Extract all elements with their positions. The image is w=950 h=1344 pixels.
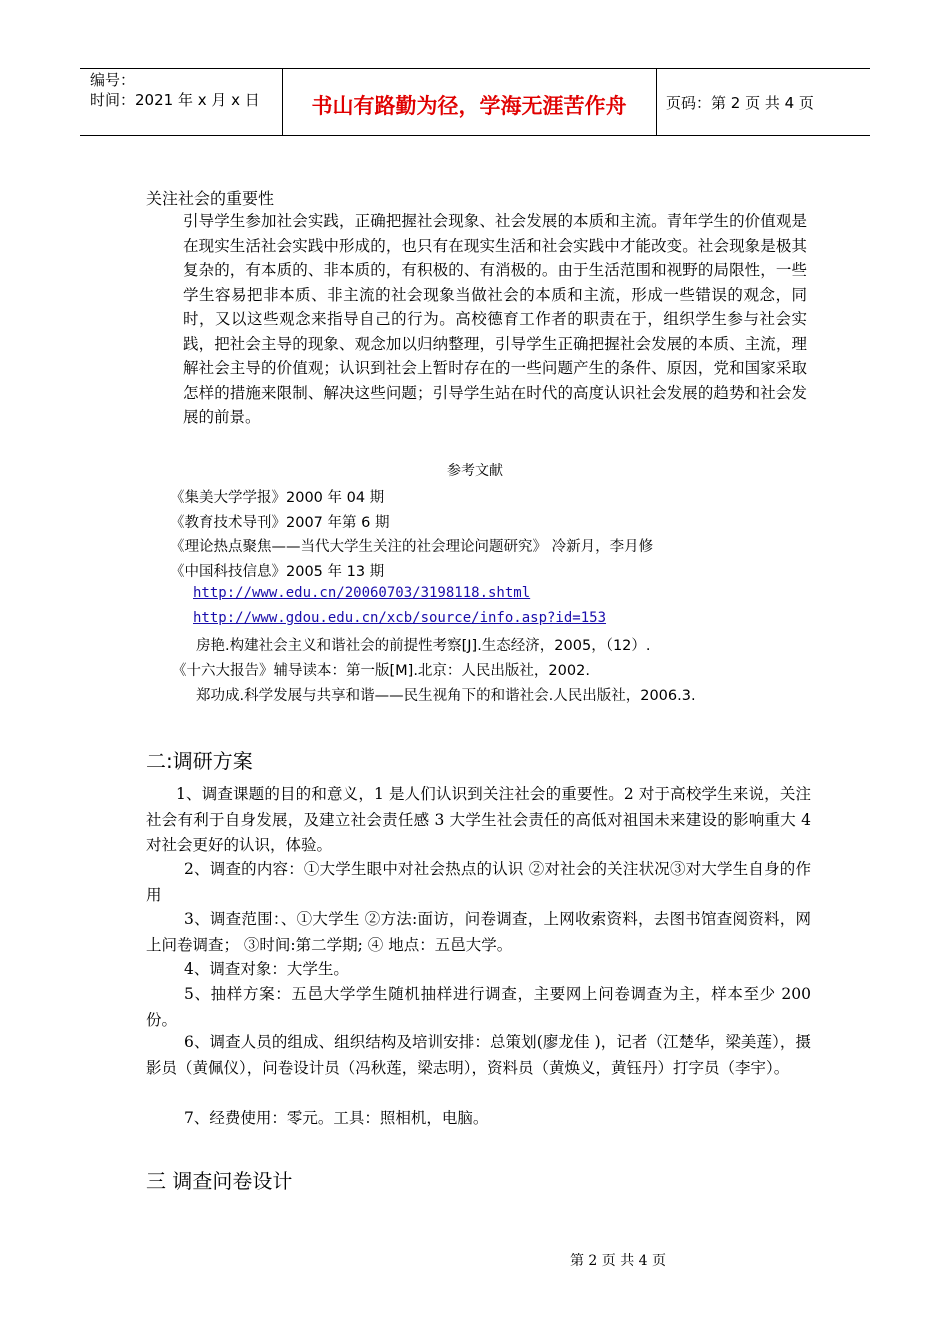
reference-item: 《中国科技信息》2005 年 13 期 [170,564,385,580]
plan-item: 2、调查的内容：①大学生眼中对社会热点的认识 ②对社会的关注状况③对大学生自身的作用 [146,860,811,904]
plan-item: 7、经费使用：零元。工具：照相机，电脑。 [184,1109,489,1127]
plan-item: 6、调查人员的组成、组织结构及培训安排：总策划(廖龙佳 )，记者（江楚华，梁美莲），摄影员（黄佩仪），问卷设计员（冯秋莲，梁志明），资料员（黄焕义，黄钰丹）打字员（李宇）。 [146,1033,811,1077]
header-meta [90,70,260,110]
header-page-info: 页码：第 2 页 共 4 页 [666,94,814,112]
plan-item: 4、调查对象：大学生。 [184,960,349,978]
header-top-border [80,68,870,69]
reference-item: 《理论热点聚焦——当代大学生关注的社会理论问题研究》 冷新月，李月修 [170,539,654,555]
reference-item: 房艳.构建社会主义和谐社会的前提性考察[J].生态经济，2005，（12）. [196,638,651,654]
references-heading: 参考文献 [447,463,503,479]
section-title-importance: 关注社会的重要性 [146,189,275,208]
header-divider-right [656,68,657,136]
reference-item: 《教育技术导刊》2007 年第 6 期 [170,515,390,531]
header-bottom-border [80,135,870,136]
page-footer: 第 2 页 共 4 页 [569,1253,667,1269]
date-label: 时间：2021 年 x 月 x 日 [90,91,260,109]
section-body-importance: 引导学生参加社会实践，正确把握社会现象、社会发展的本质和主流。青年学生的价值观是在现实生活社会实践中形成的，也只有在现实生活和社会实践中才能改变。社会现象是极其复杂的，有本质的、非本质的，有积极的、有消极的。由于生活范围和视野的局限性，一些学生容易把非本质、非主流的社会现象当做社会的本质和主流，形成一些错误的观念，同时，又以这些观念来指导自己的行为。高校德育工作者的职责在于，组织学生参与社会实践，把社会主导的现象、观念加以归纳整理，引导学生正确把握社会发展的本质、主流，理解社会主导的价值观；认识到社会上暂时存在的一些问题产生的条件、原因，党和国家采取怎样的措施来限制、解决这些问题；引导学生站在时代的高度认识社会发展的趋势和社会发展的前景。 [183,212,807,426]
number-label: 编号： [90,71,136,89]
reference-item: 《集美大学学报》2000 年 04 期 [170,490,385,506]
section-title-questionnaire: 三 调查问卷设计 [146,1169,293,1193]
plan-item: 1、调查课题的目的和意义，1 是人们认识到关注社会的重要性。2 对于高校学生来说，关注社会有利于自身发展，及建立社会责任感 3 大学生社会责任的高低对祖国未来建设的影响重大 4 对社会更好的认识，体验。 [146,785,811,854]
page-header [80,68,870,136]
plan-item: 3、调查范围：、①大学生 ②方法:面访，问卷调查，上网收索资料，去图书馆查阅资料，网上问卷调查； ③时间:第二学期; ④ 地点：五邑大学。 [146,910,811,954]
reference-link[interactable]: http://www.edu.cn/20060703/3198118.shtml [193,585,531,601]
reference-link[interactable]: http://www.gdou.edu.cn/xcb/source/info.asp?id=153 [193,610,607,626]
header-motto: 书山有路勤为径，学海无涯苦作舟 [311,94,627,118]
reference-item: 郑功成.科学发展与共享和谐——民生视角下的和谐社会.人民出版社，2006.3. [196,688,696,704]
plan-item: 5、抽样方案：五邑大学学生随机抽样进行调查，主要网上问卷调查为主，样本至少 200 份。 [146,985,811,1029]
reference-item: 《十六大报告》辅导读本：第一版[M].北京：人民出版社，2002. [172,663,590,679]
section-title-survey-plan: 二:调研方案 [146,749,253,773]
